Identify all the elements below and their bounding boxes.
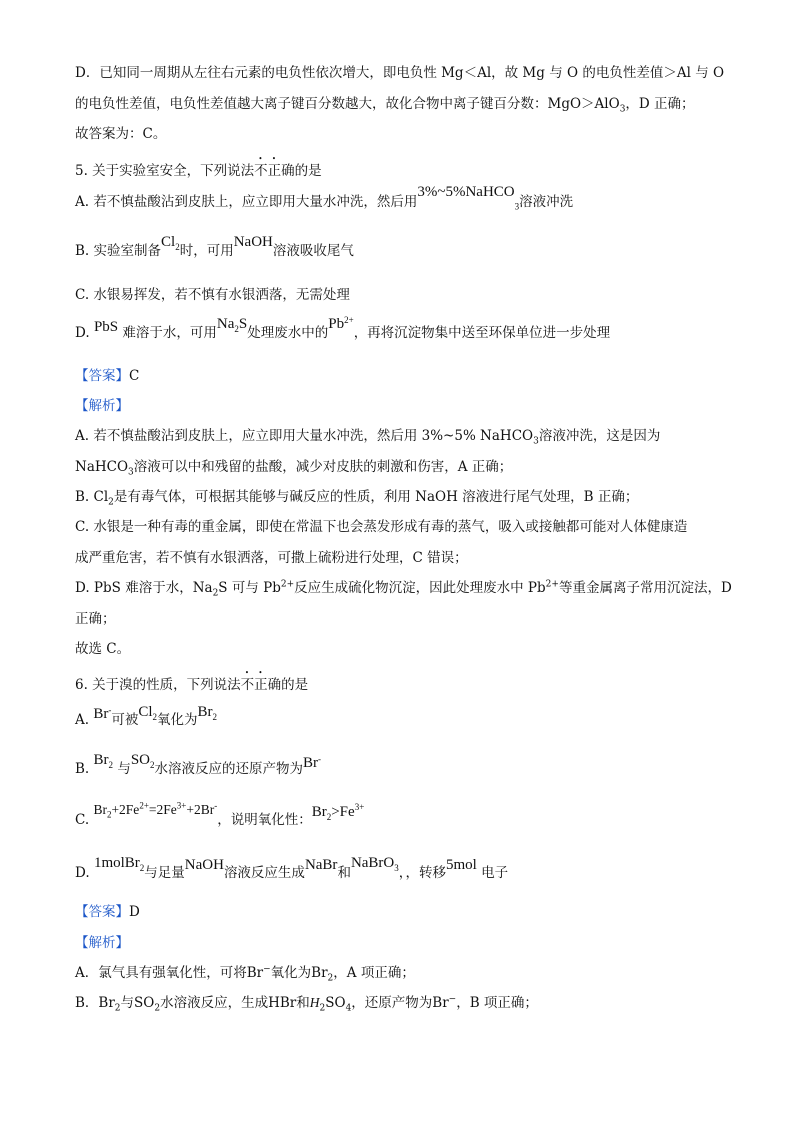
answer-line: 【答案】C: [75, 368, 140, 384]
analysis-line: 故选 C。: [75, 641, 131, 657]
analysis-line: B. $Cl_2$是有毒气体，可根据其能够与碱反应的性质，利用 NaOH 溶液进行尾气处理，B 正确；: [75, 489, 639, 508]
analysis-line: NaHCO$_3$溶液可以中和残留的盐酸，减少对皮肤的刺激和伤害，A 正确；: [75, 459, 513, 478]
answer-line: 【答案】D: [75, 904, 140, 920]
question-stem: 5. 关于实验室安全，下列说法不正确的是: [75, 163, 322, 179]
option-d: D. PbS 难溶于水，可用$Na_2S$处理废水中的$Pb^{2+}$，再将沉淀物集中送至环保单位进一步处理: [75, 314, 611, 341]
option-d: D. 1molBr$_2$与足量NaOH溶液反应生成NaBr和NaBrO$_3$，，转移5mol 电子: [75, 855, 509, 881]
analysis-line: 成严重危害，若不慎有水银洒落，可撒上硫粉进行处理，C 错误；: [75, 550, 468, 566]
option-c: C. $Br_2+2Fe^{2+}=2Fe^{3+}+2Br^-$，说明氧化性：$Br_2>Fe^{3+}$: [75, 800, 365, 828]
analysis-heading: 【解析】: [75, 935, 129, 951]
option-c: C. 水银易挥发，若不慎有水银洒落，无需处理: [75, 287, 350, 303]
analysis-line: D. PbS 难溶于水，$Na_2S$ 可与 $Pb^{2+}$反应生成硫化物沉淀，因此处理废水中 $Pb^{2+}$等重金属离子常用沉淀法，D: [75, 579, 732, 599]
text-line: 的电负性差值，电负性差值越大离子键百分数越大，故化合物中离子键百分数：MgO＞AlO$_3$，D 正确；: [75, 96, 695, 115]
text-line: D．已知同一周期从左往右元素的电负性依次增大，即电负性 Mg＜Al，故 Mg 与 O 的电负性差值＞Al 与 O: [75, 65, 725, 81]
option-a: A. Br-可被$Cl_2$氧化为$Br_2$: [75, 704, 218, 728]
analysis-heading: 【解析】: [75, 398, 129, 414]
option-b: B. $Br_2$ 与$SO_2$水溶液反应的还原产物为Br-: [75, 752, 321, 777]
option-a: A. 若不慎盐酸沾到皮肤上，应立即用大量水冲洗，然后用3%~5%NaHCO$_3$溶液冲洗: [75, 184, 574, 212]
option-b: B. 实验室制备$Cl_2$时，可用NaOH溶液吸收尾气: [75, 234, 354, 259]
analysis-line: C. 水银是一种有毒的重金属，即使在常温下也会蒸发形成有毒的蒸气，吸入或接触都可能对人体健康造: [75, 519, 688, 535]
analysis-line: 正确；: [75, 611, 116, 627]
text-line: 故答案为：C。: [75, 126, 167, 142]
analysis-line: A．氯气具有强氧化性，可将Br−氧化为$Br_2$，A 项正确；: [75, 964, 415, 984]
question-stem: 6. 关于溴的性质，下列说法不正确的是: [75, 677, 309, 693]
analysis-line: A. 若不慎盐酸沾到皮肤上，应立即用大量水冲洗，然后用 3%~5% NaHCO$_3$溶液冲洗，这是因为: [75, 428, 661, 447]
analysis-line: B．$Br_2$与$SO_2$水溶液反应，生成HBr和$H_2SO_4$，还原产物为Br−，B 项正确；: [75, 994, 538, 1014]
